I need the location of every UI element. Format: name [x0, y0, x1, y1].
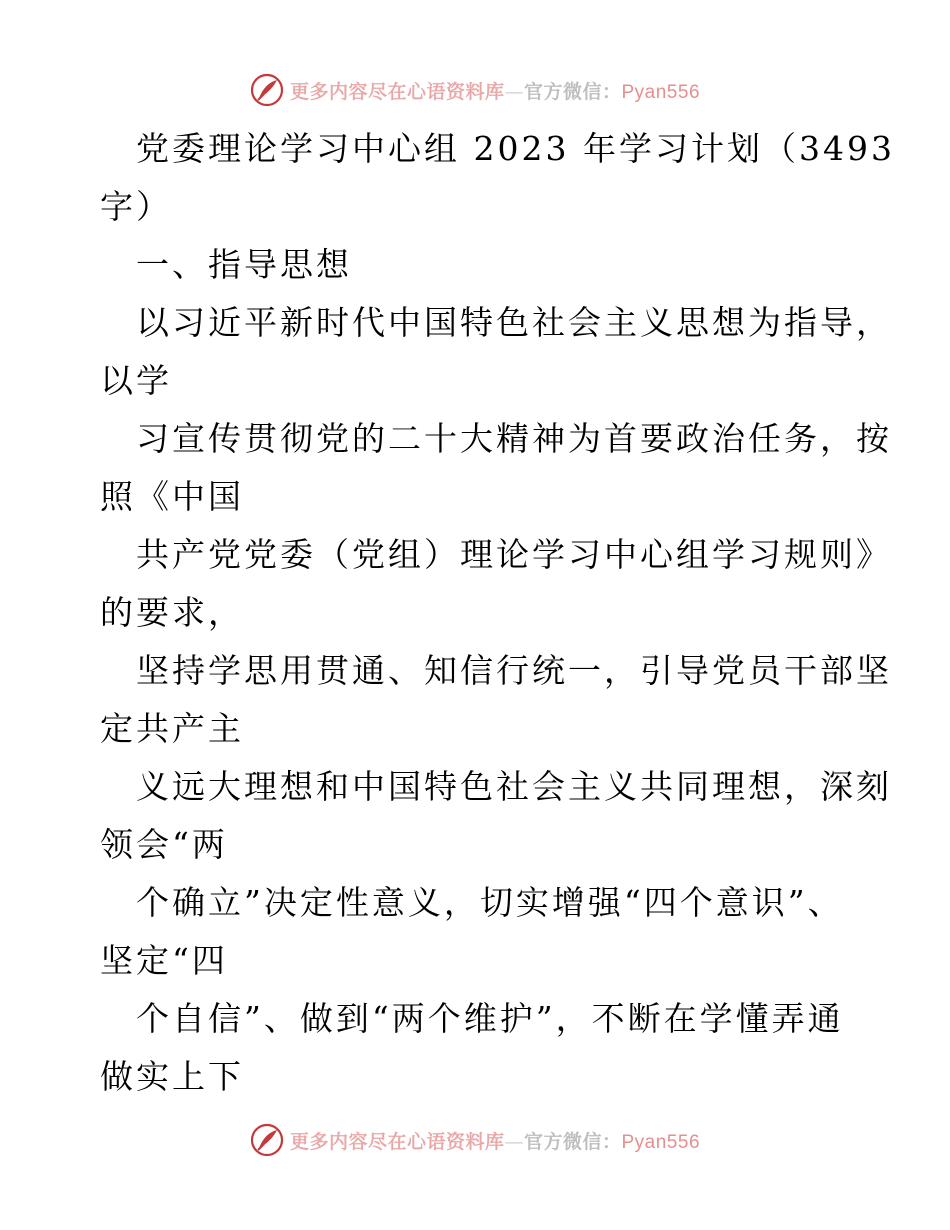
text-line: 字） — [100, 187, 172, 226]
text-line: 做实上下 — [100, 1057, 244, 1096]
text-line: 坚持学思用贯通、知信行统一，引导党员干部坚 — [136, 651, 892, 690]
quill-logo-icon — [250, 1123, 284, 1157]
section-heading: 一、指导思想 — [136, 245, 352, 284]
watermark-wechat-id: Pyan556 — [621, 81, 701, 103]
text-line: 义远大理想和中国特色社会主义共同理想，深刻 — [136, 767, 892, 806]
watermark-dash: — — [504, 80, 524, 103]
text-line: 照《中国 — [100, 477, 244, 516]
header-watermark — [0, 70, 950, 110]
document-body — [100, 120, 895, 1106]
watermark-wechat-label: 官方微信： — [523, 1130, 622, 1153]
text-line: 以学 — [100, 361, 172, 400]
text-line: 定共产主 — [100, 709, 244, 748]
watermark-wechat-id: Pyan556 — [621, 1131, 701, 1153]
text-line: 以习近平新时代中国特色社会主义思想为指导， — [136, 303, 892, 342]
text-line: 共产党党委（党组）理论学习中心组学习规则》 — [136, 535, 892, 574]
text-line: 党委理论学习中心组 2023 年学习计划（3493 — [136, 129, 895, 168]
text-line: 坚定“四 — [100, 941, 228, 980]
text-line: 的要求， — [100, 593, 244, 632]
quill-logo-icon — [250, 73, 284, 107]
text-line: 习宣传贯彻党的二十大精神为首要政治任务，按 — [136, 419, 892, 458]
watermark-site-name: 更多内容尽在心语资料库 — [289, 1130, 505, 1153]
text-line: 个确立”决定性意义，切实增强“四个意识”、 — [136, 883, 844, 922]
watermark-site-name: 更多内容尽在心语资料库 — [289, 80, 505, 103]
watermark-wechat-label: 官方微信： — [523, 80, 622, 103]
footer-watermark — [0, 1120, 950, 1160]
text-line: 个自信”、做到“两个维护”，不断在学懂弄通 — [136, 999, 844, 1038]
watermark-dash: — — [504, 1130, 524, 1153]
text-line: 领会“两 — [100, 825, 228, 864]
